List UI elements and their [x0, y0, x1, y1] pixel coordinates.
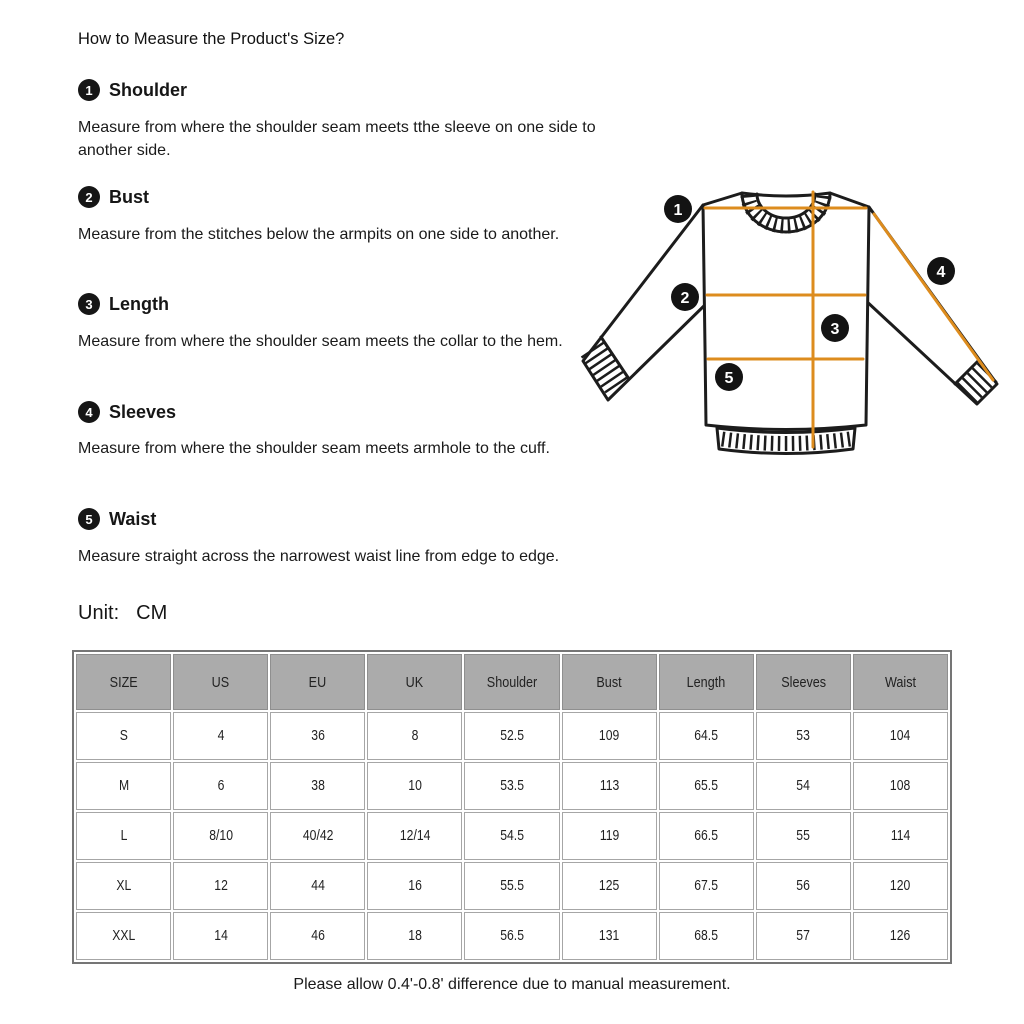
table-cell: 6	[173, 762, 268, 810]
table-cell: 65.5	[659, 762, 754, 810]
column-header: Waist	[853, 654, 948, 710]
marker-bust	[671, 283, 699, 311]
table-cell: M	[76, 762, 171, 810]
marker-sleeves	[927, 257, 955, 285]
table-cell: 54	[756, 762, 851, 810]
marker-length	[821, 314, 849, 342]
header-row	[76, 654, 948, 710]
section-label: Sleeves	[109, 401, 177, 422]
column-header: EU	[270, 654, 365, 710]
svg-text:3: 3	[830, 321, 840, 338]
page-title: How to Measure the Product's Size?	[78, 30, 345, 48]
table-cell: 44	[270, 862, 365, 910]
table-row	[76, 762, 948, 810]
step-badge-1: 1	[78, 79, 100, 101]
table-cell: 12/14	[367, 812, 462, 860]
section-length-heading	[78, 293, 169, 315]
table-cell: 38	[270, 762, 365, 810]
table-cell: 56.5	[464, 912, 559, 960]
section-sleeves-description: Measure from where the shoulder seam meets armhole to the cuff.	[78, 440, 550, 457]
measurement-note: Please allow 0.4'-0.8' difference due to manual measurement.	[293, 976, 731, 993]
table-cell: 4	[173, 712, 268, 760]
unit-line	[78, 602, 167, 625]
section-bust-heading	[78, 186, 149, 208]
table-cell: S	[76, 712, 171, 760]
table-row	[76, 912, 948, 960]
table-cell: 54.5	[464, 812, 559, 860]
table-cell: 53.5	[464, 762, 559, 810]
step-badge-4: 4	[78, 401, 100, 423]
table-cell: 64.5	[659, 712, 754, 760]
table-cell: 8	[367, 712, 462, 760]
table-row	[76, 712, 948, 760]
table-cell: 66.5	[659, 812, 754, 860]
section-sleeves-heading	[78, 401, 176, 423]
table-cell: XXL	[76, 912, 171, 960]
column-header: Length	[659, 654, 754, 710]
table-cell: 46	[270, 912, 365, 960]
table-cell: 18	[367, 912, 462, 960]
table-cell: 55.5	[464, 862, 559, 910]
section-shoulder-description: Measure from where the shoulder seam meets tthe sleeve on one side to another side.	[78, 119, 596, 159]
table-cell: 68.5	[659, 912, 754, 960]
section-label: Waist	[109, 508, 157, 529]
column-header: SIZE	[76, 654, 171, 710]
table-cell: 67.5	[659, 862, 754, 910]
unit-value: CM	[136, 602, 168, 624]
table-row	[76, 862, 948, 910]
section-label: Shoulder	[109, 79, 188, 100]
marker-waist	[715, 363, 743, 391]
size-table-body	[76, 712, 948, 960]
table-cell: 113	[562, 762, 657, 810]
table-cell: 12	[173, 862, 268, 910]
table-cell: 120	[853, 862, 948, 910]
table-cell: L	[76, 812, 171, 860]
table-cell: 52.5	[464, 712, 559, 760]
table-cell: 57	[756, 912, 851, 960]
section-length-description: Measure from where the shoulder seam meets the collar to the hem.	[78, 333, 563, 350]
section-shoulder-heading	[78, 79, 187, 101]
table-cell: 119	[562, 812, 657, 860]
svg-text:5: 5	[724, 370, 734, 387]
column-header: US	[173, 654, 268, 710]
table-cell: 36	[270, 712, 365, 760]
svg-text:2: 2	[680, 290, 690, 307]
table-cell: 125	[562, 862, 657, 910]
table-cell: 40/42	[270, 812, 365, 860]
column-header: Bust	[562, 654, 657, 710]
column-header: Shoulder	[464, 654, 559, 710]
step-badge-3: 3	[78, 293, 100, 315]
marker-shoulder	[664, 195, 692, 223]
table-cell: 108	[853, 762, 948, 810]
table-cell: 53	[756, 712, 851, 760]
column-header: Sleeves	[756, 654, 851, 710]
section-waist-description: Measure straight across the narrowest waist line from edge to edge.	[78, 548, 560, 565]
section-label: Length	[109, 293, 169, 314]
size-table	[72, 650, 952, 964]
table-cell: 104	[853, 712, 948, 760]
svg-text:1: 1	[673, 202, 683, 219]
table-cell: 55	[756, 812, 851, 860]
table-cell: 14	[173, 912, 268, 960]
table-cell: 8/10	[173, 812, 268, 860]
table-row	[76, 812, 948, 860]
table-cell: 126	[853, 912, 948, 960]
size-table-head	[76, 654, 948, 710]
unit-label: Unit:	[78, 602, 120, 624]
step-badge-2: 2	[78, 186, 100, 208]
table-cell: XL	[76, 862, 171, 910]
table-cell: 109	[562, 712, 657, 760]
section-bust-description: Measure from the stitches below the armpits on one side to another.	[78, 226, 560, 243]
size-table-container	[72, 650, 952, 964]
step-badge-5: 5	[78, 508, 100, 530]
table-cell: 114	[853, 812, 948, 860]
sweater-diagram-icon	[575, 160, 1020, 480]
table-cell: 16	[367, 862, 462, 910]
section-waist-heading	[78, 508, 156, 530]
table-cell: 131	[562, 912, 657, 960]
svg-text:4: 4	[936, 264, 946, 281]
column-header: UK	[367, 654, 462, 710]
section-label: Bust	[109, 186, 149, 207]
torso	[703, 193, 869, 430]
table-cell: 10	[367, 762, 462, 810]
table-cell: 56	[756, 862, 851, 910]
